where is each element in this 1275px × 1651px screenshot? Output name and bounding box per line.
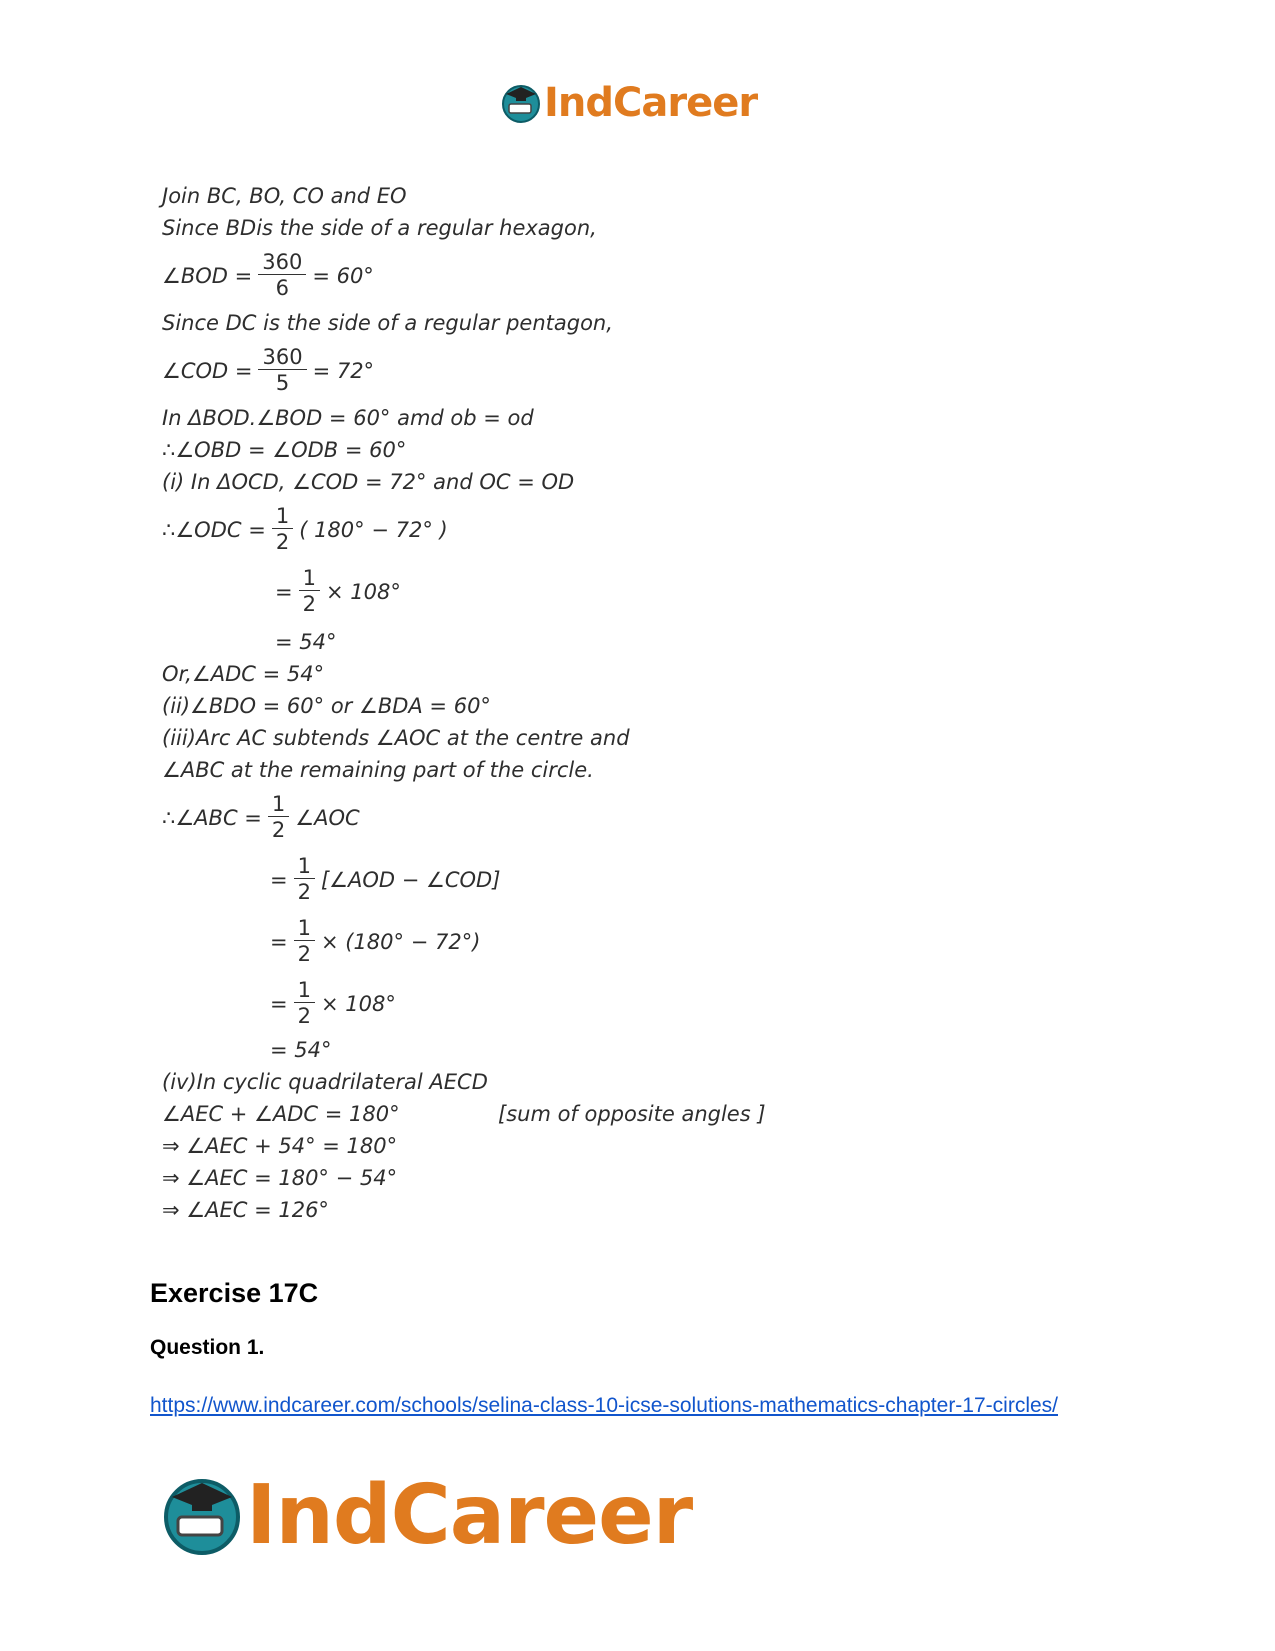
denominator: 6: [275, 276, 289, 300]
footer-brand-text: IndCareer: [246, 1467, 693, 1563]
denominator: 2: [297, 880, 311, 904]
fraction: [294, 854, 315, 905]
globe-graduate-icon: [500, 82, 542, 124]
numerator: 360: [258, 250, 306, 275]
solution-line: = 54°: [270, 1038, 332, 1062]
numerator: 360: [258, 345, 306, 370]
fraction: [258, 345, 306, 396]
solution-line: (iv)In cyclic quadrilateral AECD: [162, 1070, 488, 1094]
equation-lhs: ∴∠ODC =: [162, 517, 266, 542]
header-logo: [500, 78, 757, 128]
solution-equation: [162, 792, 360, 843]
equation-rhs: × 108°: [320, 991, 396, 1016]
numerator: 1: [294, 978, 315, 1003]
solution-equation: [270, 854, 500, 905]
solution-equation: [270, 916, 480, 967]
solution-url-link[interactable]: https://www.indcareer.com/schools/selina-class-10-icse-solutions-mathematics-chapter-17-circles/: [150, 1394, 1058, 1417]
equation-lhs: =: [270, 991, 288, 1016]
header-brand-text: IndCareer: [544, 80, 758, 126]
numerator: 1: [294, 916, 315, 941]
fraction: [294, 916, 315, 967]
fraction: [258, 250, 306, 301]
equation-rhs: × (180° − 72°): [320, 929, 481, 954]
solution-line: ∠ABC at the remaining part of the circle.: [162, 758, 594, 782]
footer-logo: [160, 1467, 693, 1563]
solution-line: ⇒ ∠AEC = 180° − 54°: [162, 1166, 398, 1190]
equation-lhs: ∴∠ABC =: [162, 805, 262, 830]
solution-equation: [270, 978, 396, 1029]
denominator: 2: [302, 592, 316, 616]
solution-line: Or,∠ADC = 54°: [162, 662, 325, 686]
fraction: [272, 504, 293, 555]
equation-lhs: =: [270, 929, 288, 954]
exercise-heading: Exercise 17C: [150, 1278, 319, 1308]
equation-rhs: ( 180° − 72° ): [299, 517, 448, 542]
fraction: [294, 978, 315, 1029]
equation-lhs: =: [275, 579, 293, 604]
solution-line: (ii)∠BDO = 60° or ∠BDA = 60°: [162, 694, 491, 718]
denominator: 2: [275, 530, 290, 554]
solution-line: Since BDis the side of a regular hexagon,: [162, 216, 597, 240]
question-label: Question 1.: [150, 1336, 265, 1359]
equation-lhs: ∠COD =: [162, 358, 253, 383]
solution-equation: [275, 566, 401, 617]
equation-rhs: × 108°: [325, 579, 401, 604]
fraction: [268, 792, 289, 843]
globe-graduate-icon: [160, 1473, 244, 1557]
denominator: 5: [275, 371, 290, 395]
equation-rhs: = 60°: [312, 263, 374, 288]
denominator: 2: [271, 818, 286, 842]
numerator: 1: [272, 504, 293, 529]
numerator: 1: [268, 792, 289, 817]
solution-note: [sum of opposite angles ]: [498, 1102, 766, 1126]
solution-line: (iii)Arc AC subtends ∠AOC at the centre and: [162, 726, 630, 750]
solution-equation: [162, 250, 374, 301]
solution-line: (i) In ΔOCD, ∠COD = 72° and OC = OD: [162, 470, 575, 494]
equation-lhs: =: [270, 867, 288, 892]
solution-line: ⇒ ∠AEC + 54° = 180°: [162, 1134, 398, 1158]
equation-lhs: ∠BOD =: [162, 263, 253, 288]
numerator: 1: [299, 566, 320, 591]
equation-rhs: [∠AOD − ∠COD]: [320, 867, 501, 892]
solution-line: In ΔBOD.∠BOD = 60° amd ob = od: [162, 406, 534, 430]
fraction: [299, 566, 320, 617]
equation-rhs: = 72°: [312, 358, 375, 383]
solution-equation: [162, 504, 448, 555]
solution-line: ⇒ ∠AEC = 126°: [162, 1198, 329, 1222]
solution-line: ∠AEC + ∠ADC = 180°: [162, 1102, 400, 1126]
solution-equation: [162, 345, 374, 396]
denominator: 2: [297, 1004, 311, 1028]
denominator: 2: [297, 942, 311, 966]
equation-rhs: ∠AOC: [295, 805, 360, 830]
numerator: 1: [294, 854, 315, 879]
solution-line: ∴∠OBD = ∠ODB = 60°: [162, 438, 407, 462]
solution-line: Join BC, BO, CO and EO: [162, 184, 407, 208]
solution-line: Since DC is the side of a regular pentagon,: [162, 311, 613, 335]
solution-line: = 54°: [275, 630, 337, 654]
